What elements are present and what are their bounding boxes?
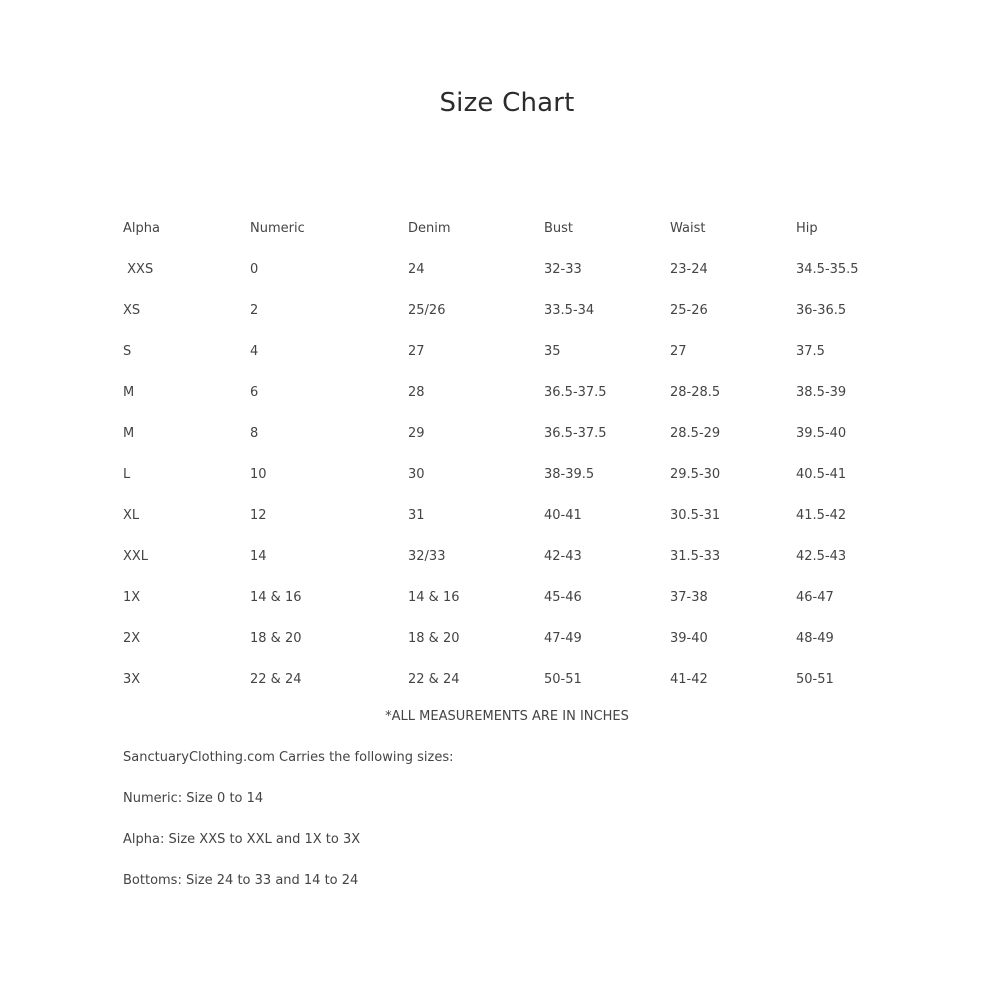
cell-numeric: 18 & 20	[250, 631, 302, 646]
cell-hip: 38.5-39	[796, 385, 847, 400]
table-row	[123, 454, 896, 495]
cell-waist: 41-42	[670, 672, 708, 687]
cell-hip: 42.5-43	[796, 549, 847, 564]
cell-denim: 29	[408, 426, 425, 441]
cell-waist: 28.5-29	[670, 426, 721, 441]
cell-denim: 27	[408, 344, 425, 359]
table-row	[123, 413, 896, 454]
cell-hip: 48-49	[796, 631, 834, 646]
cell-denim: 25/26	[408, 303, 446, 318]
cell-bust: 35	[544, 344, 561, 359]
header-numeric: Numeric	[250, 221, 305, 236]
cell-waist: 37-38	[670, 590, 708, 605]
cell-bust: 50-51	[544, 672, 582, 687]
cell-hip: 39.5-40	[796, 426, 847, 441]
table-row	[123, 290, 896, 331]
table-row	[123, 331, 896, 372]
cell-denim: 28	[408, 385, 425, 400]
cell-numeric: 8	[250, 426, 259, 441]
cell-bust: 36.5-37.5	[544, 426, 607, 441]
table-row	[123, 577, 896, 618]
cell-denim: 24	[408, 262, 425, 277]
table-row	[123, 495, 896, 536]
cell-waist: 39-40	[670, 631, 708, 646]
cell-denim: 22 & 24	[408, 672, 460, 687]
table-header-row	[123, 208, 896, 249]
table-row	[123, 372, 896, 413]
cell-numeric: 6	[250, 385, 259, 400]
cell-bust: 42-43	[544, 549, 582, 564]
cell-alpha: 1X	[123, 590, 141, 605]
cell-waist: 28-28.5	[670, 385, 721, 400]
cell-hip: 41.5-42	[796, 508, 847, 523]
cell-alpha: XXS	[123, 262, 154, 277]
cell-alpha: M	[123, 426, 135, 441]
cell-bust: 36.5-37.5	[544, 385, 607, 400]
info-line-sizes-intro: SanctuaryClothing.com Carries the following sizes:	[123, 750, 454, 765]
table-body	[123, 249, 896, 700]
cell-denim: 32/33	[408, 549, 446, 564]
cell-numeric: 2	[250, 303, 259, 318]
cell-alpha: 2X	[123, 631, 141, 646]
cell-denim: 30	[408, 467, 425, 482]
table-row	[123, 659, 896, 700]
cell-bust: 45-46	[544, 590, 582, 605]
cell-alpha: S	[123, 344, 132, 359]
cell-hip: 50-51	[796, 672, 834, 687]
cell-numeric: 0	[250, 262, 259, 277]
cell-bust: 40-41	[544, 508, 582, 523]
header-waist: Waist	[670, 221, 706, 236]
cell-alpha: XS	[123, 303, 141, 318]
table-row	[123, 249, 896, 290]
info-line-alpha: Alpha: Size XXS to XXL and 1X to 3X	[123, 832, 361, 847]
cell-bust: 38-39.5	[544, 467, 595, 482]
cell-numeric: 4	[250, 344, 259, 359]
cell-numeric: 10	[250, 467, 267, 482]
cell-denim: 31	[408, 508, 425, 523]
cell-alpha: XXL	[123, 549, 149, 564]
cell-alpha: 3X	[123, 672, 141, 687]
cell-numeric: 12	[250, 508, 267, 523]
cell-numeric: 22 & 24	[250, 672, 302, 687]
cell-hip: 37.5	[796, 344, 825, 359]
cell-waist: 29.5-30	[670, 467, 721, 482]
header-hip: Hip	[796, 221, 818, 236]
table-row	[123, 536, 896, 577]
cell-waist: 27	[670, 344, 687, 359]
cell-denim: 14 & 16	[408, 590, 460, 605]
cell-hip: 40.5-41	[796, 467, 847, 482]
cell-waist: 30.5-31	[670, 508, 721, 523]
header-denim: Denim	[408, 221, 451, 236]
table-row	[123, 618, 896, 659]
cell-waist: 31.5-33	[670, 549, 721, 564]
cell-alpha: XL	[123, 508, 140, 523]
header-alpha: Alpha	[123, 221, 160, 236]
cell-hip: 36-36.5	[796, 303, 847, 318]
cell-alpha: L	[123, 467, 131, 482]
cell-numeric: 14 & 16	[250, 590, 302, 605]
size-chart-table	[123, 208, 896, 700]
header-bust: Bust	[544, 221, 574, 236]
cell-hip: 34.5-35.5	[796, 262, 859, 277]
cell-hip: 46-47	[796, 590, 834, 605]
measurement-note: *ALL MEASUREMENTS ARE IN INCHES	[385, 709, 629, 724]
cell-waist: 25-26	[670, 303, 708, 318]
cell-bust: 33.5-34	[544, 303, 595, 318]
page-title: Size Chart	[439, 88, 575, 118]
cell-alpha: M	[123, 385, 135, 400]
cell-numeric: 14	[250, 549, 267, 564]
cell-bust: 32-33	[544, 262, 582, 277]
cell-waist: 23-24	[670, 262, 708, 277]
cell-bust: 47-49	[544, 631, 582, 646]
info-line-numeric: Numeric: Size 0 to 14	[123, 791, 264, 806]
info-line-bottoms: Bottoms: Size 24 to 33 and 14 to 24	[123, 873, 359, 888]
cell-denim: 18 & 20	[408, 631, 460, 646]
